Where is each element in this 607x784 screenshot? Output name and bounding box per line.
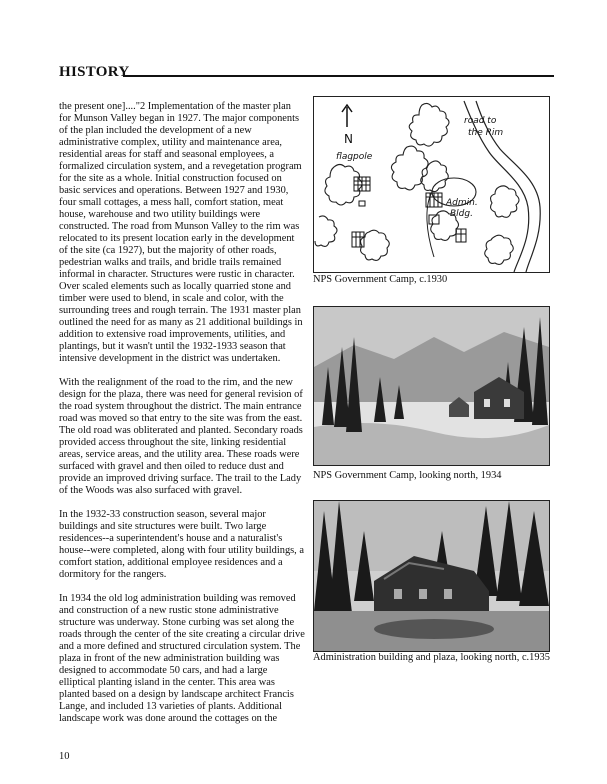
page-header: [59, 62, 554, 82]
photo-camp-1934: [313, 306, 550, 466]
map-admin-label: Admin.: [446, 198, 478, 208]
paragraph: the present one]...."2 Implementation of the master plan for Munson Valley began in 1927. The major components of the plan included the development of a new administrative complex, utility and maintenance area, residential areas for staff and seasonal employees, a formalized circulation system, and a revegetation program for the site as a whole. Initial construction focused on basic services and operations. Between 1927 and 1930, four small cottages, a mess hall, comfort station, meat house, warehouse and two utility buildings were constructed. The road from Munson Valley to the rim was relocated to its present location early in the development of the site (ca 1927), but the majority of other roads, pedestrian walks and trails, and bridle trails remained informal in character. Structures were rustic in character. Over scaled elements such as locally quarried stone and timber were used to blend, in scale and color, with the surrounding trees and rough terrain. The 1931 master plan outlined the need for as many as 21 additional buildings in addition to extensive road improvements, utilities, and plantings, but it wasn't until the 1932-1933 season that intensive development in the district was undertaken.: [59, 101, 303, 364]
body-text-column: [59, 101, 305, 737]
paragraph: In 1934 the old log administration building was removed and construction of a new rustic stone administrative structure was underway. Stone curbing was set along the roads through the center of the site creating a circular drive and a more defined and structured circulation system. The plaza in front of the new administration building was designed to accommodate 50 cars, and had a large elliptical planting island in the center. This area was planted based on a design by landscape architect Francis Lange, and included 13 varieties of plants. Additional landscape work was done around the cottages on the: [59, 593, 305, 724]
map-road-label: road to: [464, 116, 497, 126]
map-flagpole-label: flagpole: [336, 152, 373, 162]
paragraph: In the 1932-33 construction season, several major buildings and site structures were built. Two large residences--a superintendent's house and a naturalist's house--were completed, along with four utility buildings, a comfort station, additional employee residences and a dormitory for the rangers.: [59, 509, 304, 580]
photo-admin-building: [313, 500, 550, 652]
site-map-sketch: [313, 96, 550, 273]
figure-caption: NPS Government Camp, c.1930: [313, 274, 448, 285]
map-north-label: N: [344, 132, 353, 146]
page-number: 10: [59, 751, 70, 762]
figure-caption: Administration building and plaza, looking north, c.1935: [313, 652, 550, 663]
map-road-label-2: the Rim: [468, 128, 504, 138]
section-title: HISTORY: [59, 64, 130, 80]
map-admin-label-2: Bldg.: [450, 209, 473, 219]
header-rule: [123, 75, 554, 77]
paragraph: With the realignment of the road to the rim, and the new design for the plaza, there was need for general revision of the road system throughout the district. The main entrance road was moved so that entry to the site was from the east. The old road was obliterated and planted. Secondary roads provided access throughout the site, linking residential areas, service areas, and the utility area. These roads were surfaced with gravel and then oiled to reduce dust and provide an improved driving surface. The trail to the Lady of the Woods was also surfaced with gravel.: [59, 377, 303, 496]
figure-caption: NPS Government Camp, looking north, 1934: [313, 470, 502, 481]
